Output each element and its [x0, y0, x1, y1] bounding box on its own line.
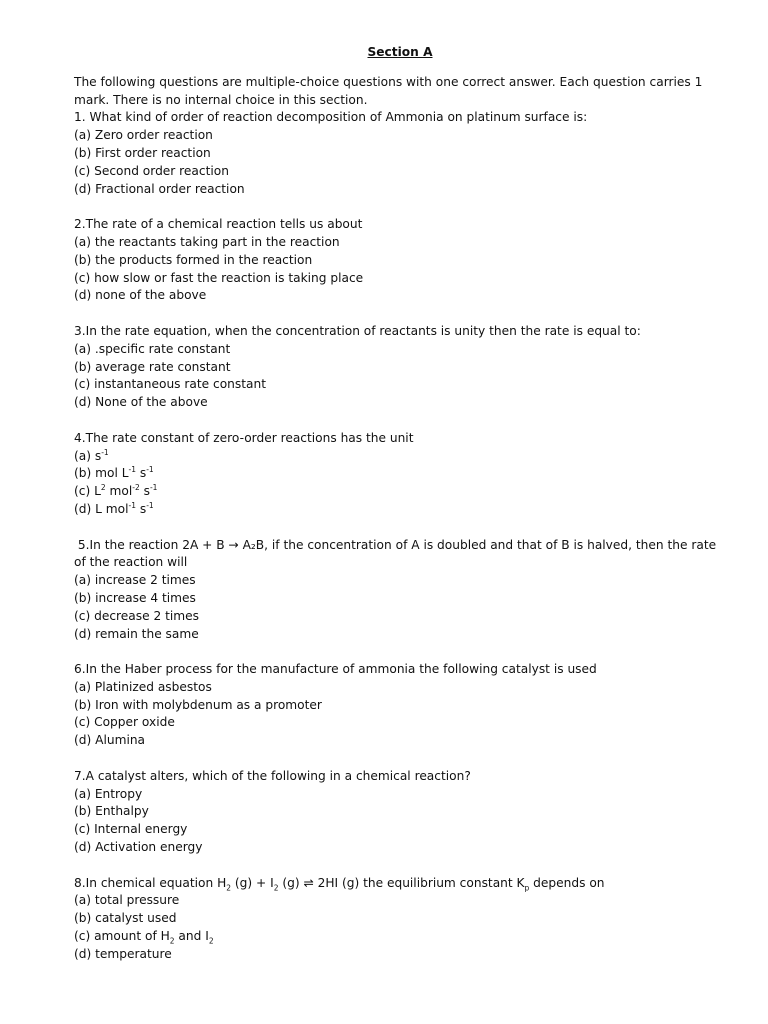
option-c: (c) amount of $H_2$ and $I_2$	[74, 929, 214, 946]
option-c: (c) Internal energy	[74, 822, 188, 837]
option-d: (d) Alumina	[74, 733, 146, 748]
question-2	[74, 216, 724, 305]
option-a: (a) Platinized asbestos	[74, 679, 212, 694]
option-b: (b) Iron with molybdenum as a promoter	[74, 697, 322, 712]
option-a: (a) the reactants taking part in the reaction	[74, 234, 340, 249]
option-c: (c) decrease 2 times	[74, 608, 199, 623]
option-b: (b) the products formed in the reaction	[74, 252, 313, 267]
question-text: 3.In the rate equation, when the concentration of reactants is unity then the rate is equal to:	[74, 323, 641, 338]
option-a: (a) total pressure	[74, 893, 180, 908]
question-8	[74, 875, 724, 964]
option-a: (a) increase 2 times	[74, 573, 196, 588]
option-c: (c) $L^2$ mol$^{-2}$ $s^{-1}$	[74, 483, 158, 499]
option-d: (d) Activation energy	[74, 840, 203, 855]
option-b: (b) average rate constant	[74, 359, 231, 374]
question-3	[74, 323, 724, 412]
question-text: 4.The rate constant of zero-order reactions has the unit	[74, 430, 414, 445]
question-5	[74, 537, 724, 644]
option-a: (a) .specific rate constant	[74, 341, 231, 356]
section-title: Section A	[367, 45, 433, 59]
option-d: (d) remain the same	[74, 626, 199, 641]
question-text: 5.In the reaction 2A + B → A₂B, if the concentration of A is doubled and that of B is halved, then the rate of the reaction will	[74, 537, 720, 570]
option-d: (d) temperature	[74, 946, 172, 961]
question-1	[74, 109, 724, 198]
option-b: (b) catalyst used	[74, 911, 177, 926]
option-d: (d) none of the above	[74, 288, 207, 303]
option-b: (b) Enthalpy	[74, 804, 149, 819]
question-7	[74, 768, 724, 857]
option-c: (c) how slow or fast the reaction is taking place	[74, 270, 364, 285]
option-a: (a) $s^{-1}$	[74, 447, 109, 463]
question-text: 1. What kind of order of reaction decomposition of Ammonia on platinum surface is:	[74, 110, 588, 125]
question-text: 7.A catalyst alters, which of the following in a chemical reaction?	[74, 768, 471, 783]
question-text: 6.In the Haber process for the manufacture of ammonia the following catalyst is used	[74, 662, 597, 677]
option-a: (a) Entropy	[74, 786, 143, 801]
section-instructions: The following questions are multiple-choice questions with one correct answer. Each question carries 1 mark. There is no internal choice in this section.	[74, 74, 703, 107]
option-b: (b) First order reaction	[74, 145, 211, 160]
option-b: (b) increase 4 times	[74, 590, 196, 605]
question-4	[74, 430, 724, 519]
option-a: (a) Zero order reaction	[74, 128, 213, 143]
question-text: 2.The rate of a chemical reaction tells us about	[74, 217, 363, 232]
document-page	[74, 44, 724, 964]
option-c: (c) Second order reaction	[74, 163, 229, 178]
option-c: (c) instantaneous rate constant	[74, 377, 267, 392]
option-d: (d) Fractional order reaction	[74, 181, 245, 196]
option-b: (b) mol $L^{-1}$ $s^{-1}$	[74, 465, 154, 481]
question-6	[74, 661, 724, 750]
option-c: (c) Copper oxide	[74, 715, 175, 730]
question-text: 8.In chemical equation $H_2$ $(g) + I_2$ (g) ⇌ 2HI (g) the equilibrium constant $K_p$ depends on	[74, 875, 605, 893]
option-d: (d) None of the above	[74, 395, 208, 410]
option-d: (d) L mol$^{-1}$ $s^{-1}$	[74, 500, 154, 516]
